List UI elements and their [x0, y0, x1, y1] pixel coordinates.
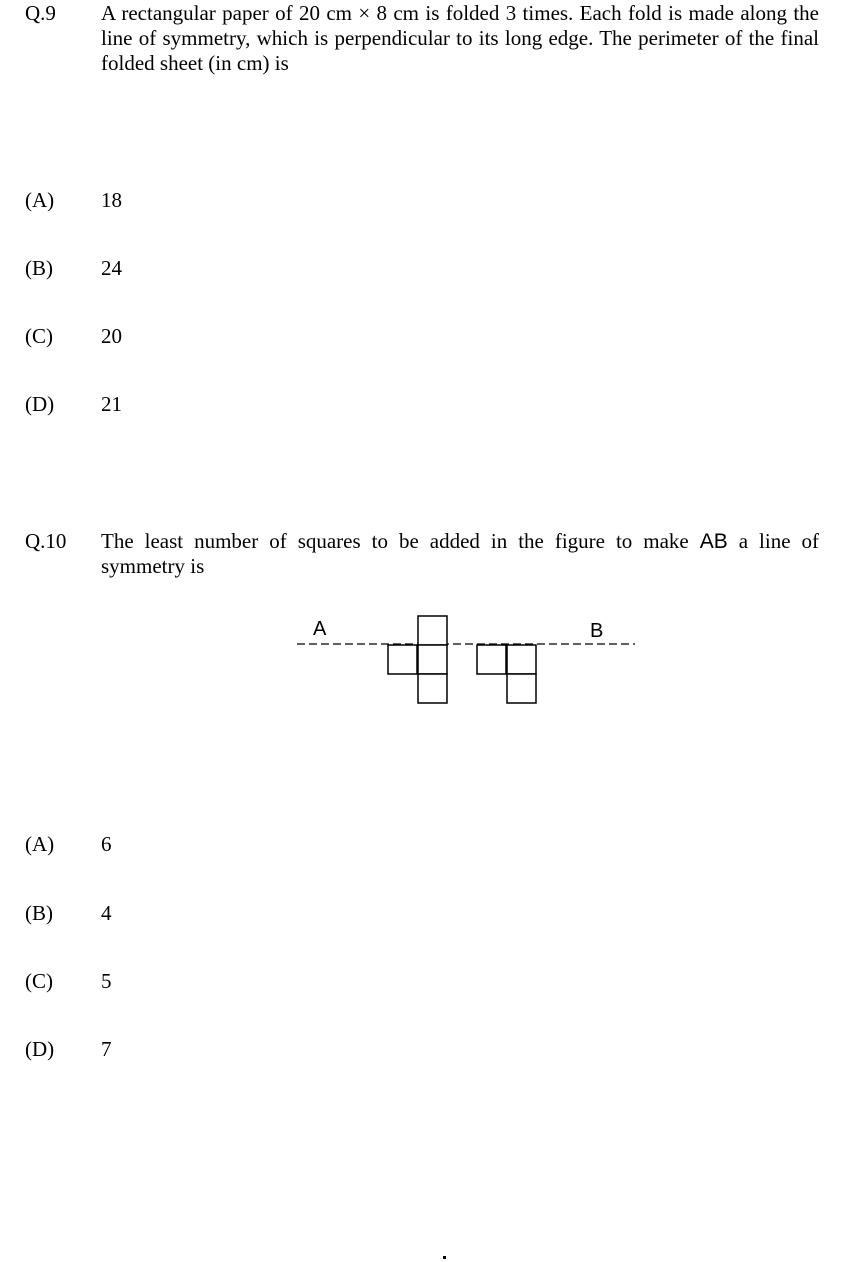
square: [418, 674, 447, 703]
q10-option-b-label: (B): [25, 901, 53, 925]
q9-option-a-value: 18: [101, 188, 122, 212]
symmetry-figure: [290, 608, 640, 708]
label-a: A: [313, 618, 327, 640]
q10-option-a-value: 6: [101, 832, 112, 856]
q9-option-d-label: (D): [25, 392, 55, 416]
question-9-number: Q.9: [25, 1, 56, 25]
question-10-ab: AB: [699, 530, 728, 553]
q9-option-a-label: (A): [25, 188, 55, 212]
square: [418, 645, 447, 674]
q9-option-b-label: (B): [25, 256, 53, 280]
question-10-line-1: [101, 529, 819, 554]
q10-option-b-value: 4: [101, 901, 112, 925]
q9-option-c-value: 20: [101, 324, 122, 348]
square: [507, 674, 536, 703]
square: [418, 616, 447, 645]
question-9-line-3: folded sheet (in cm) is: [101, 51, 289, 75]
q10-option-c-value: 5: [101, 969, 112, 993]
question-10-line-1-part-2: a line of: [727, 529, 819, 553]
square: [477, 645, 506, 674]
question-10-text: [101, 529, 819, 579]
q10-option-c-label: (C): [25, 969, 53, 993]
q10-option-d-value: 7: [101, 1037, 112, 1061]
question-10-line-2: symmetry is: [101, 554, 205, 578]
square: [388, 645, 417, 674]
question-9-text: [101, 1, 819, 76]
question-9-line-1: A rectangular paper of 20 cm × 8 cm is folded 3 times. Each fold is made along the: [101, 1, 819, 25]
page-mark: [443, 1256, 446, 1259]
q9-option-c-label: (C): [25, 324, 53, 348]
question-10-number: Q.10: [25, 529, 67, 553]
q9-option-b-value: 24: [101, 256, 122, 280]
square: [507, 645, 536, 674]
label-b: B: [590, 620, 604, 642]
q10-option-a-label: (A): [25, 832, 55, 856]
q9-option-d-value: 21: [101, 392, 122, 416]
question-10-line-1-part-1: The least number of squares to be added in the figure to make: [101, 529, 700, 553]
question-9-line-2: line of symmetry, which is perpendicular to its long edge. The perimeter of the final: [101, 26, 819, 50]
q10-option-d-label: (D): [25, 1037, 55, 1061]
